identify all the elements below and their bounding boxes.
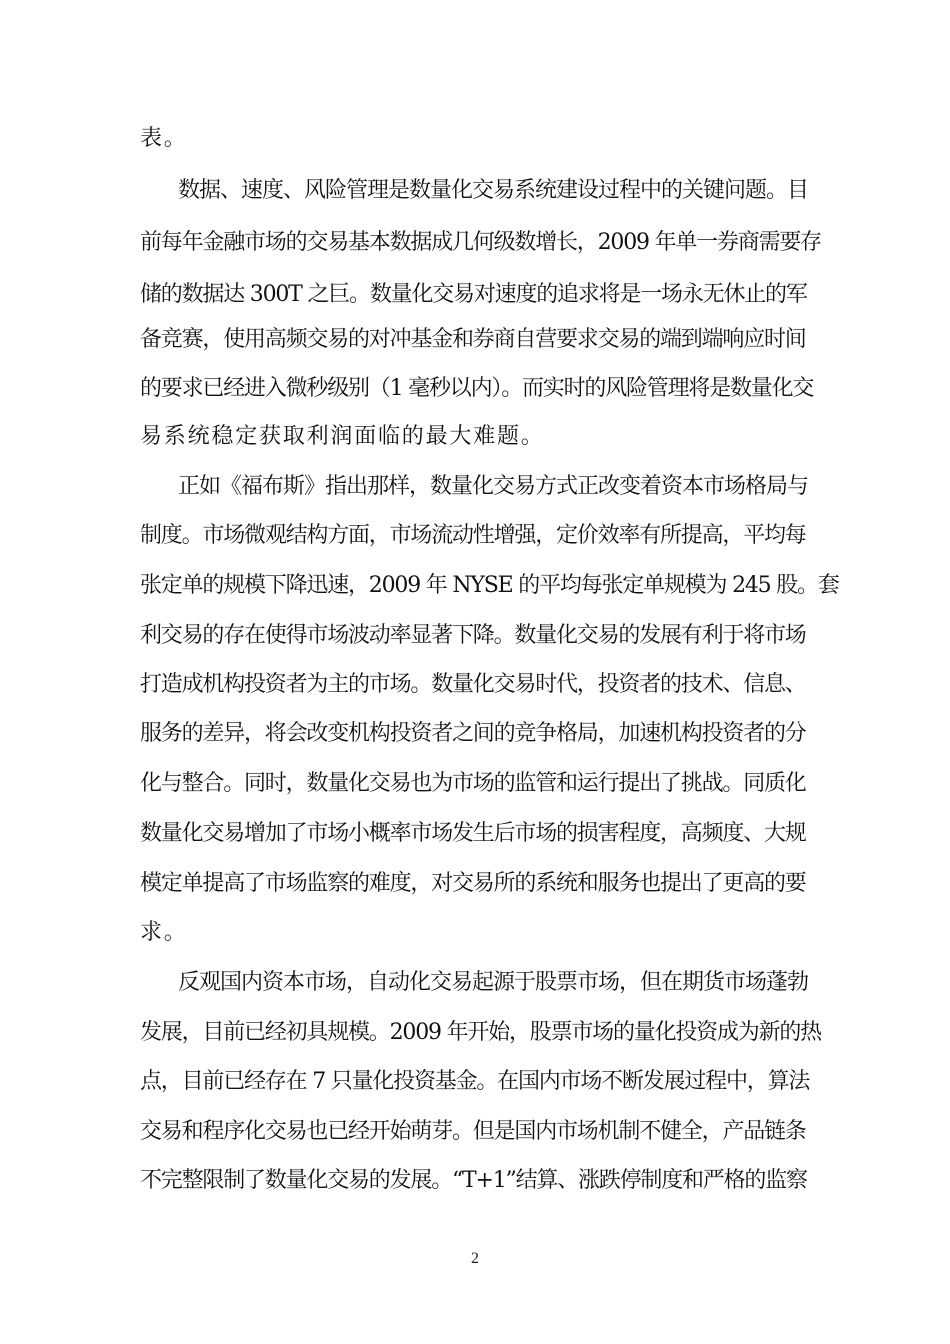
text-line: 利交易的存在使得市场波动率显著下降。数量化交易的发展有利于将市场 [140, 623, 806, 648]
text-line: 模定单提高了市场监察的难度，对交易所的系统和服务也提出了更高的要 [140, 871, 806, 896]
text-line: 储的数据达 300T 之巨。数量化交易对速度的追求将是一场永无休止的军 [140, 282, 807, 307]
text-line: 交易和程序化交易也已经开始萌芽。但是国内市场机制不健全，产品链条 [140, 1119, 806, 1144]
text-line: 正如《福布斯》指出那样，数量化交易方式正改变着资本市场格局与 [178, 474, 809, 499]
text-line: 数据、速度、风险管理是数量化交易系统建设过程中的关键问题。目 [178, 178, 809, 203]
page-number: 2 [471, 1250, 479, 1267]
text-line: 的要求已经进入微秒级别（1 毫秒以内）。而实时的风险管理将是数量化交 [140, 376, 814, 401]
text-line: 张定单的规模下降迅速，2009 年 NYSE 的平均每张定单规模为 245 股。套 [140, 573, 839, 598]
text-line: 表。 [140, 126, 188, 151]
text-line: 求。 [140, 920, 188, 945]
text-line: 点，目前已经存在 7 只量化投资基金。在国内市场不断发展过程中，算法 [140, 1069, 810, 1094]
text-line: 不完整限制了数量化交易的发展。“T+1”结算、涨跌停制度和严格的监察 [140, 1168, 807, 1193]
text-line: 制度。市场微观结构方面，市场流动性增强，定价效率有所提高，平均每 [140, 523, 806, 548]
text-line: 备竞赛，使用高频交易的对冲基金和券商自营要求交易的端到端响应时间 [140, 327, 806, 352]
text-line: 前每年金融市场的交易基本数据成几何级数增长，2009 年单一券商需要存 [140, 230, 821, 255]
text-line: 反观国内资本市场，自动化交易起源于股票市场，但在期货市场蓬勃 [178, 970, 809, 995]
text-line: 化与整合。同时，数量化交易也为市场的监管和运行提出了挑战。同质化 [140, 771, 806, 796]
text-line: 发展，目前已经初具规模。2009 年开始，股票市场的量化投资成为新的热 [140, 1020, 821, 1045]
text-line: 打造成机构投资者为主的市场。数量化交易时代，投资者的技术、信息、 [140, 672, 806, 697]
text-line: 易系统稳定获取利润面临的最大难题。 [140, 424, 545, 449]
text-line: 服务的差异，将会改变机构投资者之间的竞争格局，加速机构投资者的分 [140, 721, 806, 746]
text-line: 数量化交易增加了市场小概率市场发生后市场的损害程度，高频度、大规 [140, 821, 806, 846]
